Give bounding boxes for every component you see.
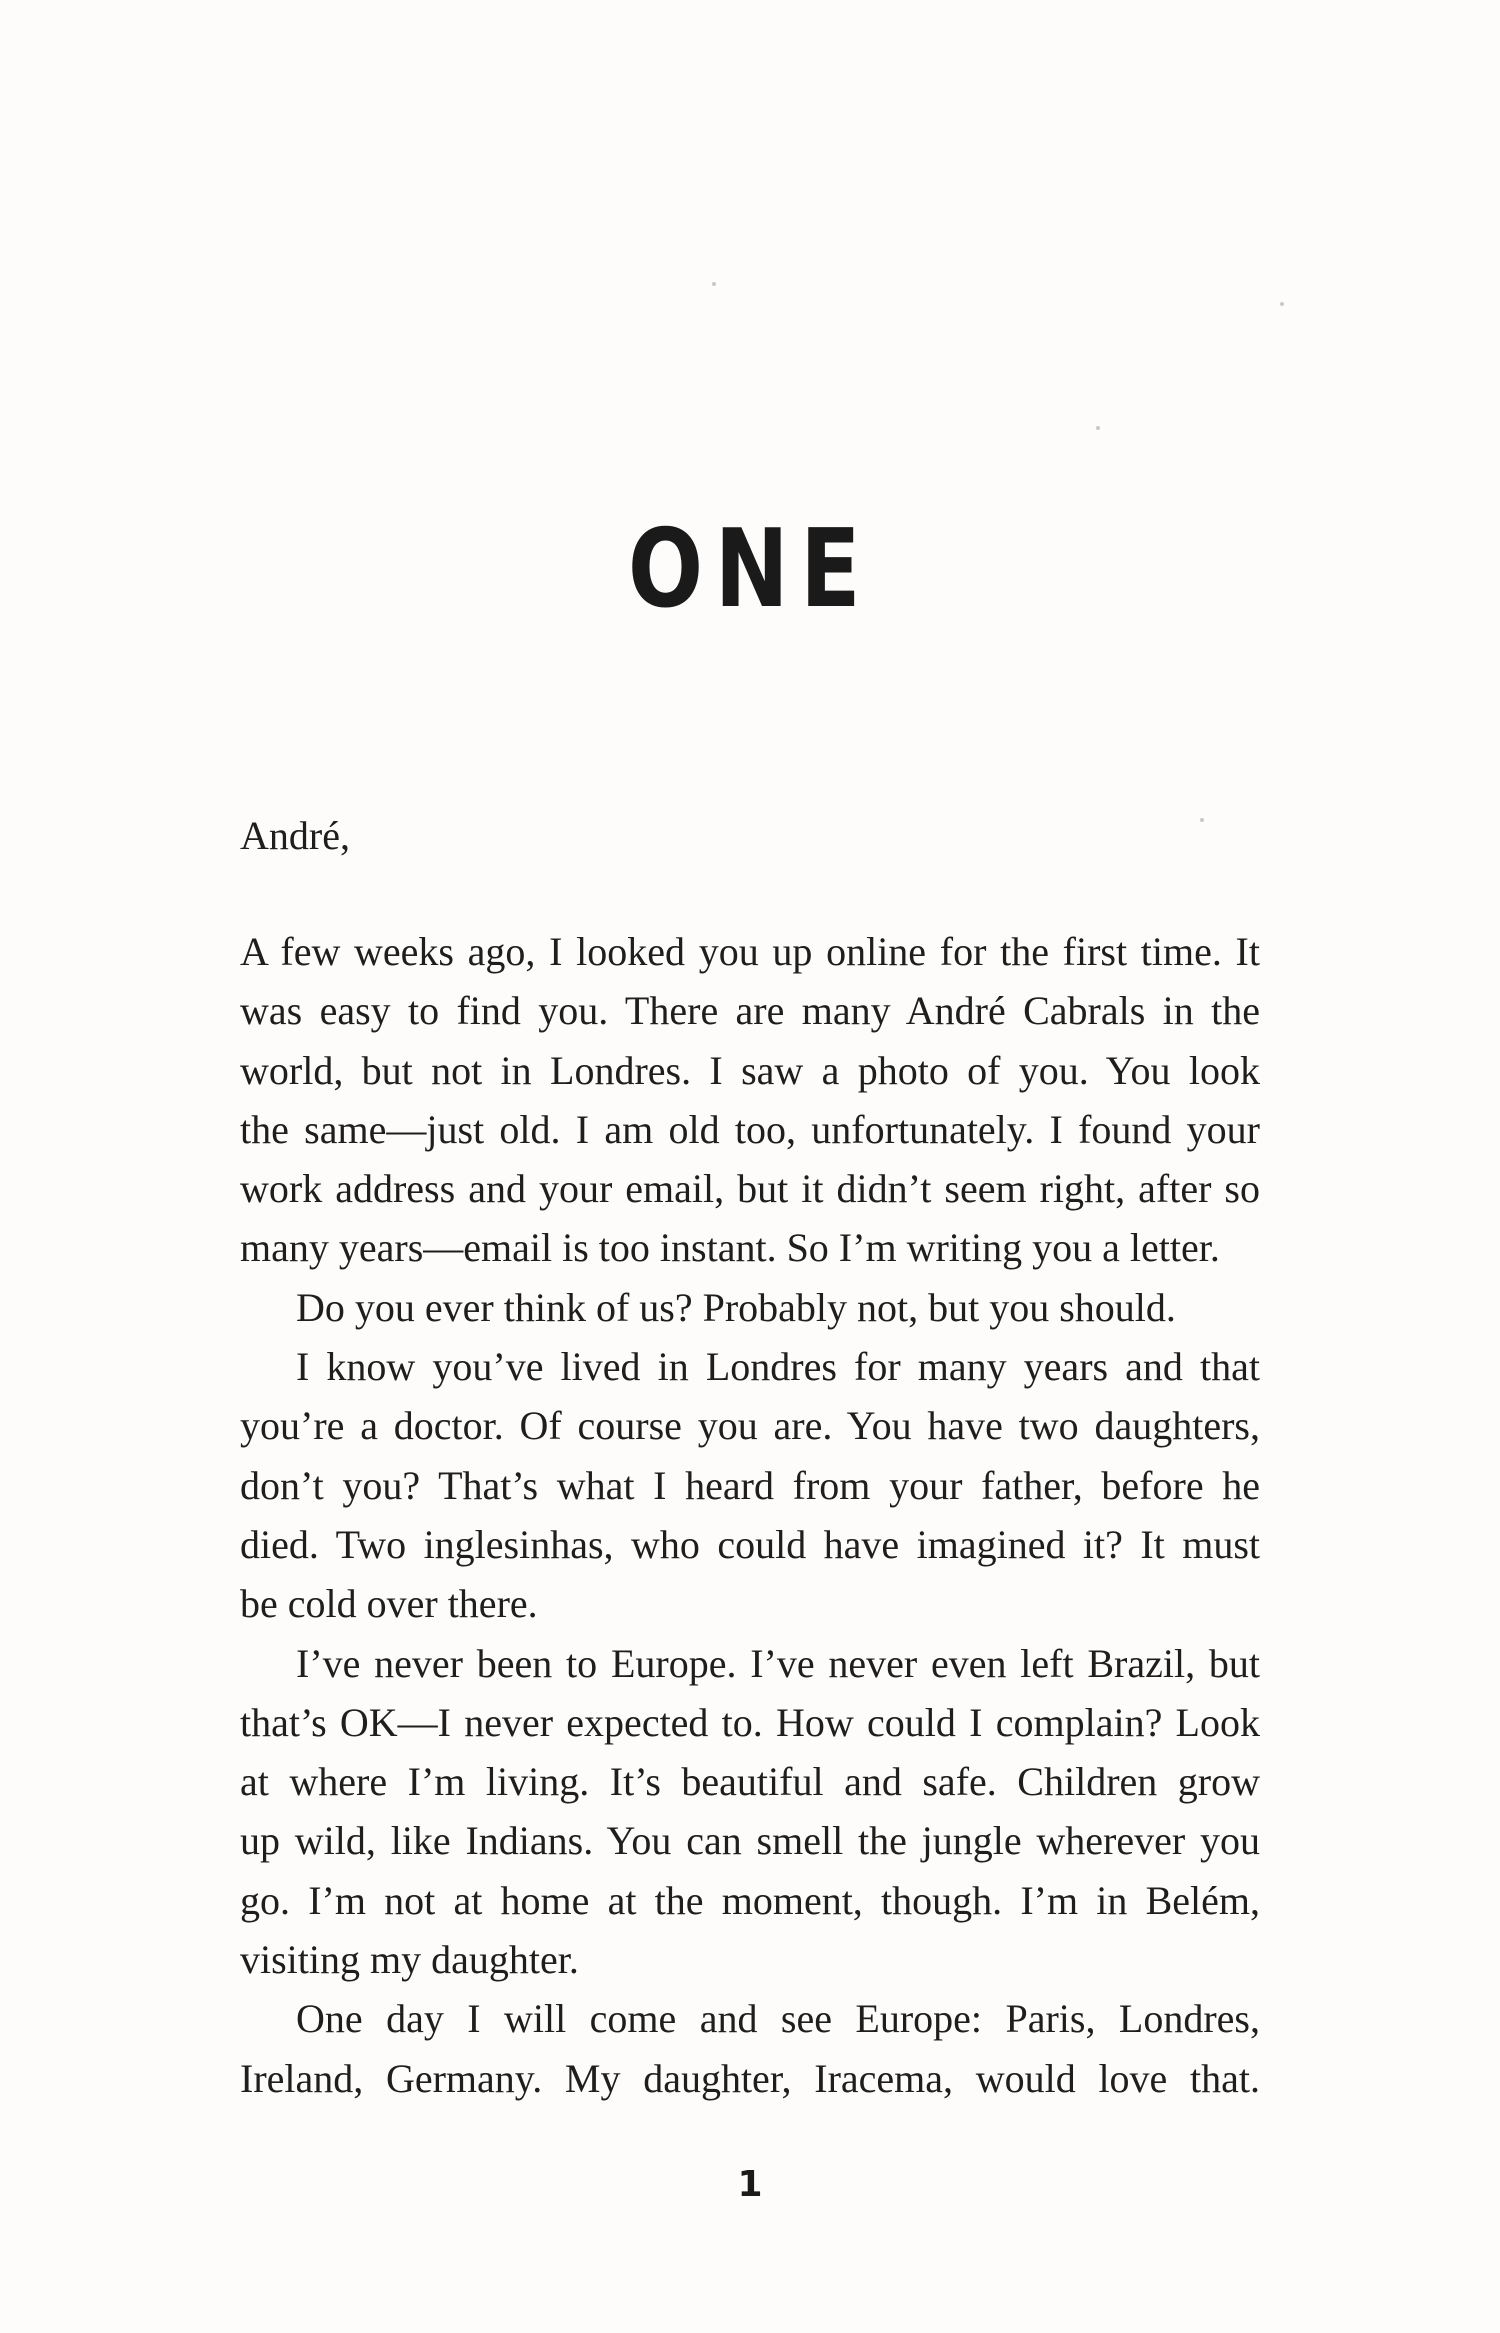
chapter-title: ONE	[627, 507, 873, 632]
letter-line: visiting my daughter.	[240, 1937, 579, 1983]
letter-line: was easy to find you. There are many André Cabrals in the	[240, 988, 1260, 1034]
letter-body	[240, 922, 1260, 2108]
letter-line: you’re a doctor. Of course you are. You have two daughters,	[240, 1403, 1260, 1449]
letter-line: Do you ever think of us? Probably not, but you should.	[296, 1284, 1176, 1330]
letter-line: that’s OK—I never expected to. How could I complain? Look	[240, 1699, 1260, 1745]
letter-line: world, but not in Londres. I saw a photo of you. You look	[240, 1047, 1260, 1093]
letter-salutation: André,	[240, 813, 350, 858]
letter-line: I know you’ve lived in Londres for many years and that	[296, 1344, 1260, 1390]
letter-line: work address and your email, but it didn’t seem right, after so	[240, 1166, 1260, 1212]
letter-line: up wild, like Indians. You can smell the jungle wherever you	[240, 1818, 1260, 1864]
letter-line: One day I will come and see Europe: Paris, Londres,	[296, 1996, 1260, 2042]
letter-line: the same—just old. I am old too, unfortunately. I found your	[240, 1106, 1260, 1152]
letter-line: Ireland, Germany. My daughter, Iracema, would love that.	[240, 2055, 1260, 2101]
paper-speck	[1280, 302, 1284, 306]
letter-line: I’ve never been to Europe. I’ve never even left Brazil, but	[296, 1640, 1260, 1686]
paper-speck	[1096, 426, 1100, 430]
letter-line: go. I’m not at home at the moment, though. I’m in Belém,	[240, 1877, 1260, 1923]
paper-speck	[712, 282, 716, 286]
paper-speck	[1200, 818, 1204, 822]
letter-line: died. Two inglesinhas, who could have imagined it? It must	[240, 1521, 1260, 1567]
letter-line: A few weeks ago, I looked you up online for the first time. It	[240, 929, 1260, 974]
page-number: 1	[737, 2164, 763, 2205]
letter-line: be cold over there.	[240, 1581, 538, 1627]
letter-line: don’t you? That’s what I heard from your father, before he	[240, 1462, 1260, 1508]
letter-line: at where I’m living. It’s beautiful and safe. Children grow	[240, 1759, 1260, 1805]
letter-line: many years—email is too instant. So I’m writing you a letter.	[240, 1225, 1220, 1271]
